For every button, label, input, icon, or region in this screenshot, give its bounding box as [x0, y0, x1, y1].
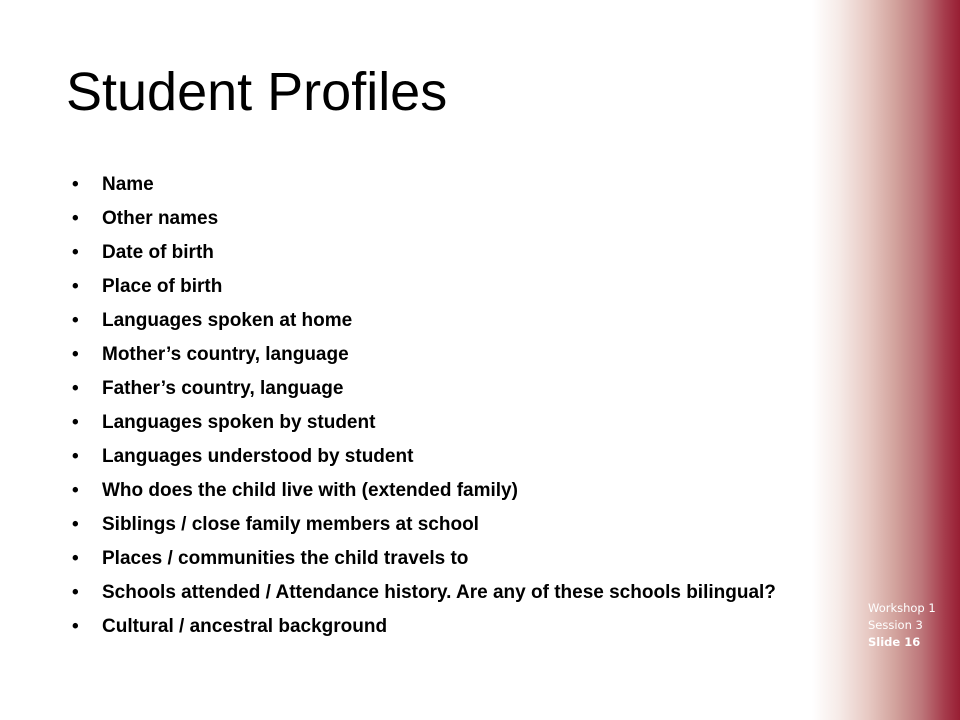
- session-label: Session 3: [868, 618, 923, 632]
- bullet-text: Place of birth: [102, 276, 223, 297]
- bullet-icon: •: [72, 548, 79, 569]
- bullet-icon: •: [72, 412, 79, 433]
- bullet-item: [66, 207, 786, 230]
- bullet-text: Languages understood by student: [102, 446, 414, 467]
- bullet-item: [66, 581, 786, 604]
- bullet-item: [66, 445, 786, 468]
- slide-title: Student Profiles: [66, 62, 448, 122]
- bullet-item: [66, 479, 786, 502]
- bullet-item: [66, 547, 786, 570]
- bullet-item: [66, 275, 786, 298]
- bullet-text: Schools attended / Attendance history. Are any of these schools bilingual?: [102, 582, 776, 603]
- bullet-text: Date of birth: [102, 242, 214, 263]
- bullet-icon: •: [72, 378, 79, 399]
- bullet-icon: •: [72, 344, 79, 365]
- bullet-text: Cultural / ancestral background: [102, 616, 388, 637]
- bullet-item: [66, 615, 786, 638]
- bullet-item: [66, 377, 786, 400]
- bullet-text: Languages spoken at home: [102, 310, 353, 331]
- bullet-text: Mother’s country, language: [102, 344, 349, 365]
- bullet-text: Name: [102, 174, 154, 195]
- bullet-item: [66, 411, 786, 434]
- bullet-icon: •: [72, 446, 79, 467]
- bullet-icon: •: [72, 242, 79, 263]
- bullet-item: [66, 241, 786, 264]
- bullet-icon: •: [72, 174, 79, 195]
- bullet-text: Who does the child live with (extended family): [102, 480, 518, 501]
- bullet-item: [66, 343, 786, 366]
- bullet-icon: •: [72, 276, 79, 297]
- bullet-icon: •: [72, 480, 79, 501]
- slide-number: Slide 16: [868, 635, 921, 649]
- bullet-text: Languages spoken by student: [102, 412, 376, 433]
- bullet-text: Father’s country, language: [102, 378, 344, 399]
- bullet-icon: •: [72, 514, 79, 535]
- workshop-label: Workshop 1: [868, 601, 936, 615]
- bullet-icon: •: [72, 310, 79, 331]
- bullet-text: Siblings / close family members at school: [102, 514, 479, 535]
- bullet-icon: •: [72, 582, 79, 603]
- bullet-item: [66, 173, 786, 196]
- bullet-item: [66, 513, 786, 536]
- bullet-text: Places / communities the child travels to: [102, 548, 469, 569]
- slide-footer: [868, 600, 936, 651]
- bullet-icon: •: [72, 208, 79, 229]
- bullet-text: Other names: [102, 208, 219, 229]
- bullet-item: [66, 309, 786, 332]
- bullet-icon: •: [72, 616, 79, 637]
- bullet-list: [66, 173, 786, 649]
